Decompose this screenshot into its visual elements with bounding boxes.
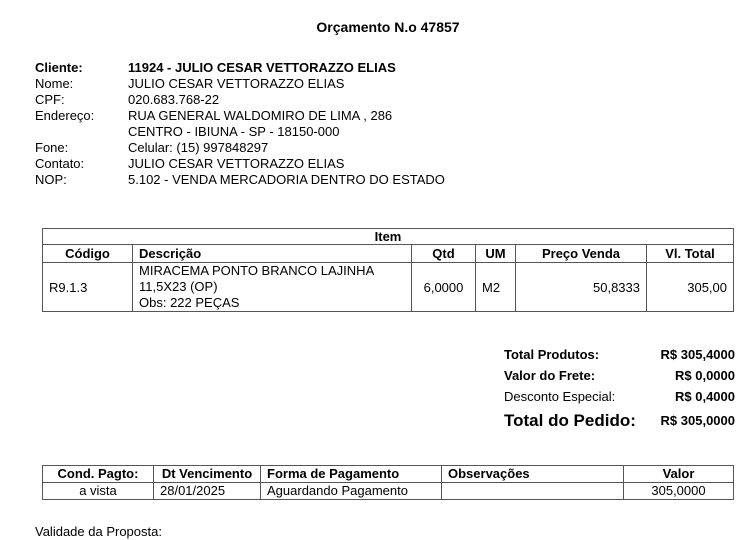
items-caption: Item xyxy=(43,229,734,245)
total-produtos-label: Total Produtos: xyxy=(504,347,600,362)
fone-label: Fone: xyxy=(35,140,69,155)
document-title: Orçamento N.o 47857 xyxy=(316,19,460,35)
item-descricao-line2: 11,5X23 (OP) xyxy=(139,279,218,294)
cpf-row xyxy=(35,92,445,108)
contato-value: JULIO CESAR VETTORAZZO ELIAS xyxy=(128,156,345,171)
total-produtos-row xyxy=(504,344,735,365)
valor-frete-label: Valor do Frete: xyxy=(504,368,596,383)
total-produtos-value: R$ 305,4000 xyxy=(660,347,735,362)
pay-vencimento: 28/01/2025 xyxy=(154,483,261,500)
col-qtd: Qtd xyxy=(412,245,476,263)
col-dt-vencimento: Dt Vencimento xyxy=(154,466,261,483)
items-table xyxy=(42,228,734,312)
total-pedido-value: R$ 305,0000 xyxy=(660,413,735,428)
nome-label: Nome: xyxy=(35,76,74,91)
item-descricao-line1: MIRACEMA PONTO BRANCO LAJINHA xyxy=(139,263,375,278)
pay-forma: Aguardando Pagamento xyxy=(261,483,442,500)
fone-value: Celular: (15) 997848297 xyxy=(128,140,269,155)
cliente-label: Cliente: xyxy=(35,60,83,75)
cliente-row xyxy=(35,60,445,76)
table-row xyxy=(43,263,734,312)
col-total: Vl. Total xyxy=(647,245,734,263)
endereco-line2: CENTRO - IBIUNA - SP - 18150-000 xyxy=(128,124,340,139)
fone-row xyxy=(35,140,445,156)
item-total: 305,00 xyxy=(647,263,734,312)
endereco-row-2 xyxy=(35,124,445,140)
col-cond-pagto: Cond. Pagto: xyxy=(43,466,154,483)
nop-label: NOP: xyxy=(35,172,67,187)
cpf-value: 020.683.768-22 xyxy=(128,92,220,107)
desconto-row xyxy=(504,386,735,407)
table-row xyxy=(43,483,734,500)
totals-block xyxy=(504,344,735,434)
col-observacoes: Observações xyxy=(442,466,624,483)
col-preco: Preço Venda xyxy=(516,245,647,263)
valor-frete-row xyxy=(504,365,735,386)
item-obs: Obs: 222 PEÇAS xyxy=(139,295,240,310)
item-qtd: 6,0000 xyxy=(412,263,476,312)
nome-value: JULIO CESAR VETTORAZZO ELIAS xyxy=(128,76,345,91)
col-um: UM xyxy=(476,245,516,263)
client-info xyxy=(35,60,445,188)
payment-table xyxy=(42,465,734,500)
contato-label: Contato: xyxy=(35,156,85,171)
nop-value: 5.102 - VENDA MERCADORIA DENTRO DO ESTADO xyxy=(128,172,445,187)
validade-label: Validade da Proposta: xyxy=(35,524,162,539)
item-preco: 50,8333 xyxy=(516,263,647,312)
pay-cond: a vista xyxy=(43,483,154,500)
endereco-label: Endereço: xyxy=(35,108,95,123)
item-descricao xyxy=(133,263,412,312)
endereco-row xyxy=(35,108,445,124)
col-codigo: Código xyxy=(43,245,133,263)
nome-row xyxy=(35,76,445,92)
col-forma-pagamento: Forma de Pagamento xyxy=(261,466,442,483)
pay-valor: 305,0000 xyxy=(624,483,734,500)
cpf-label: CPF: xyxy=(35,92,65,107)
col-descricao: Descrição xyxy=(133,245,412,263)
nop-row xyxy=(35,172,445,188)
pay-obs xyxy=(442,483,624,500)
total-pedido-label: Total do Pedido: xyxy=(504,411,636,430)
contato-row xyxy=(35,156,445,172)
item-codigo: R9.1.3 xyxy=(43,263,133,312)
cliente-value: 11924 - JULIO CESAR VETTORAZZO ELIAS xyxy=(128,60,396,75)
item-um: M2 xyxy=(476,263,516,312)
total-pedido-row xyxy=(504,407,735,434)
desconto-label: Desconto Especial: xyxy=(504,389,616,404)
desconto-value: R$ 0,4000 xyxy=(675,389,735,404)
valor-frete-value: R$ 0,0000 xyxy=(675,368,735,383)
col-valor: Valor xyxy=(624,466,734,483)
endereco-line1: RUA GENERAL WALDOMIRO DE LIMA , 286 xyxy=(128,108,393,123)
